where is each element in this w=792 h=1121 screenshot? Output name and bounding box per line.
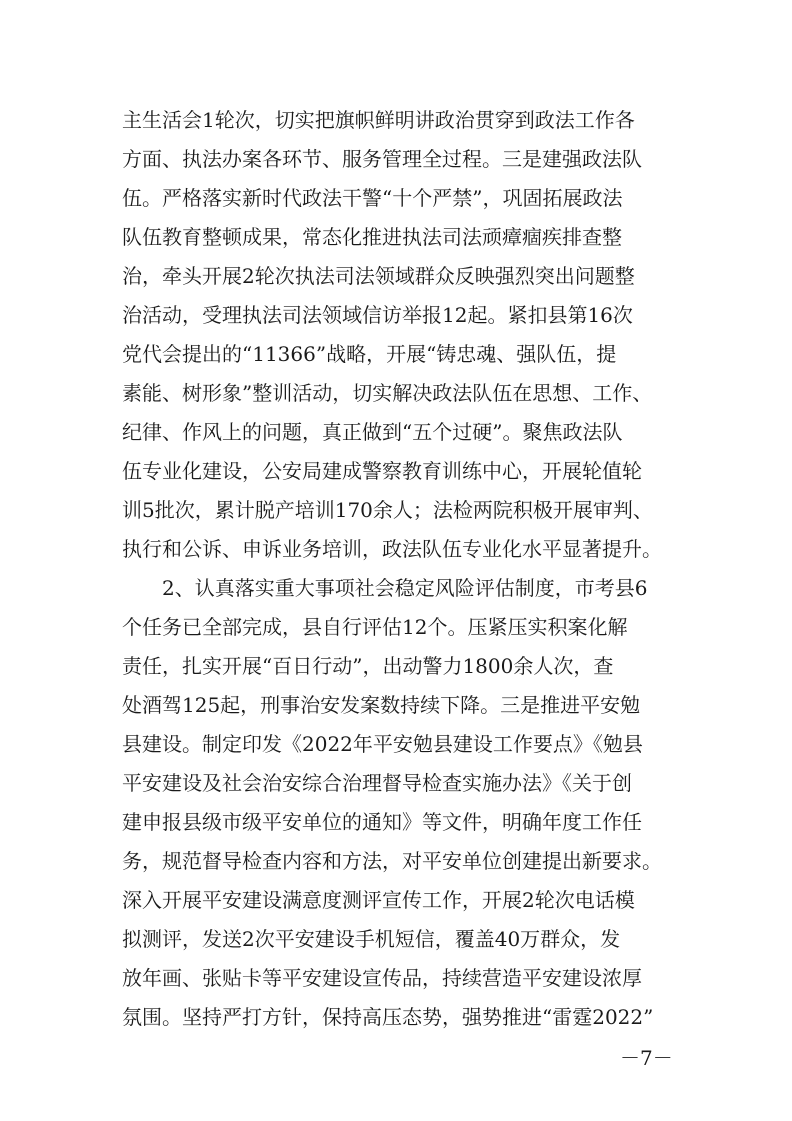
text-line: 治，牵头开展2轮次执法司法领域群众反映强烈突出问题整 — [122, 264, 635, 288]
text-line: 县建设。制定印发《2022年平安勉县建设工作要点》《勉县 — [122, 732, 643, 756]
text-line: 纪律、作风上的问题，真正做到“五个过硬”。聚焦政法队 — [122, 420, 623, 444]
text-line: 拟测评，发送2次平安建设手机短信，覆盖40万群众，发 — [122, 927, 621, 951]
text-line: 伍专业化建设，公安局建成警察教育训练中心，开展轮值轮 — [122, 459, 642, 483]
text-line: 方面、执法办案各环节、服务管理全过程。三是建强政法队 — [122, 147, 642, 171]
text-line: 个任务已全部完成，县自行评估12个。压紧压实积案化解 — [122, 615, 628, 639]
text-line: 处酒驾125起，刑事治安发案数持续下降。三是推进平安勉 — [122, 693, 641, 717]
text-line: 放年画、张贴卡等平安建设宣传品，持续营造平安建设浓厚 — [122, 966, 642, 990]
text-line: 队伍教育整顿成果，常态化推进执法司法顽瘴痼疾排查整 — [122, 225, 622, 249]
text-line: 深入开展平安建设满意度测评宣传工作，开展2轮次电话模 — [122, 888, 635, 912]
text-line: 务，规范督导检查内容和方法，对平安单位创建提出新要求。 — [122, 849, 662, 873]
text-line: 伍。严格落实新时代政法干警“十个严禁”，巩固拓展政法 — [122, 186, 623, 210]
text-line: 党代会提出的“11366”战略，开展“铸忠魂、强队伍，提 — [122, 342, 617, 366]
text-line: 治活动，受理执法司法领域信访举报12起。紧扣县第16次 — [122, 303, 633, 327]
page-number: －7－ — [620, 1046, 673, 1070]
text-line: 主生活会1轮次，切实把旗帜鲜明讲政治贯穿到政法工作各 — [122, 108, 635, 132]
text-line: 氛围。坚持严打方针，保持高压态势，强势推进“雷霆2022” — [122, 1005, 654, 1029]
text-line: 平安建设及社会治安综合治理督导检查实施办法》《关于创 — [122, 771, 632, 795]
text-line: 2、认真落实重大事项社会稳定风险评估制度，市考县6 — [162, 576, 648, 600]
text-line: 责任，扎实开展“百日行动”，出动警力1800余人次，查 — [122, 654, 614, 678]
text-line: 素能、树形象”整训活动，切实解决政法队伍在思想、工作、 — [122, 381, 653, 405]
text-line: 建申报县级市级平安单位的通知》等文件，明确年度工作任 — [122, 810, 642, 834]
text-line: 执行和公诉、申诉业务培训，政法队伍专业化水平显著提升。 — [122, 537, 662, 561]
text-line: 训5批次，累计脱产培训170余人；法检两院积极开展审判、 — [122, 498, 653, 522]
